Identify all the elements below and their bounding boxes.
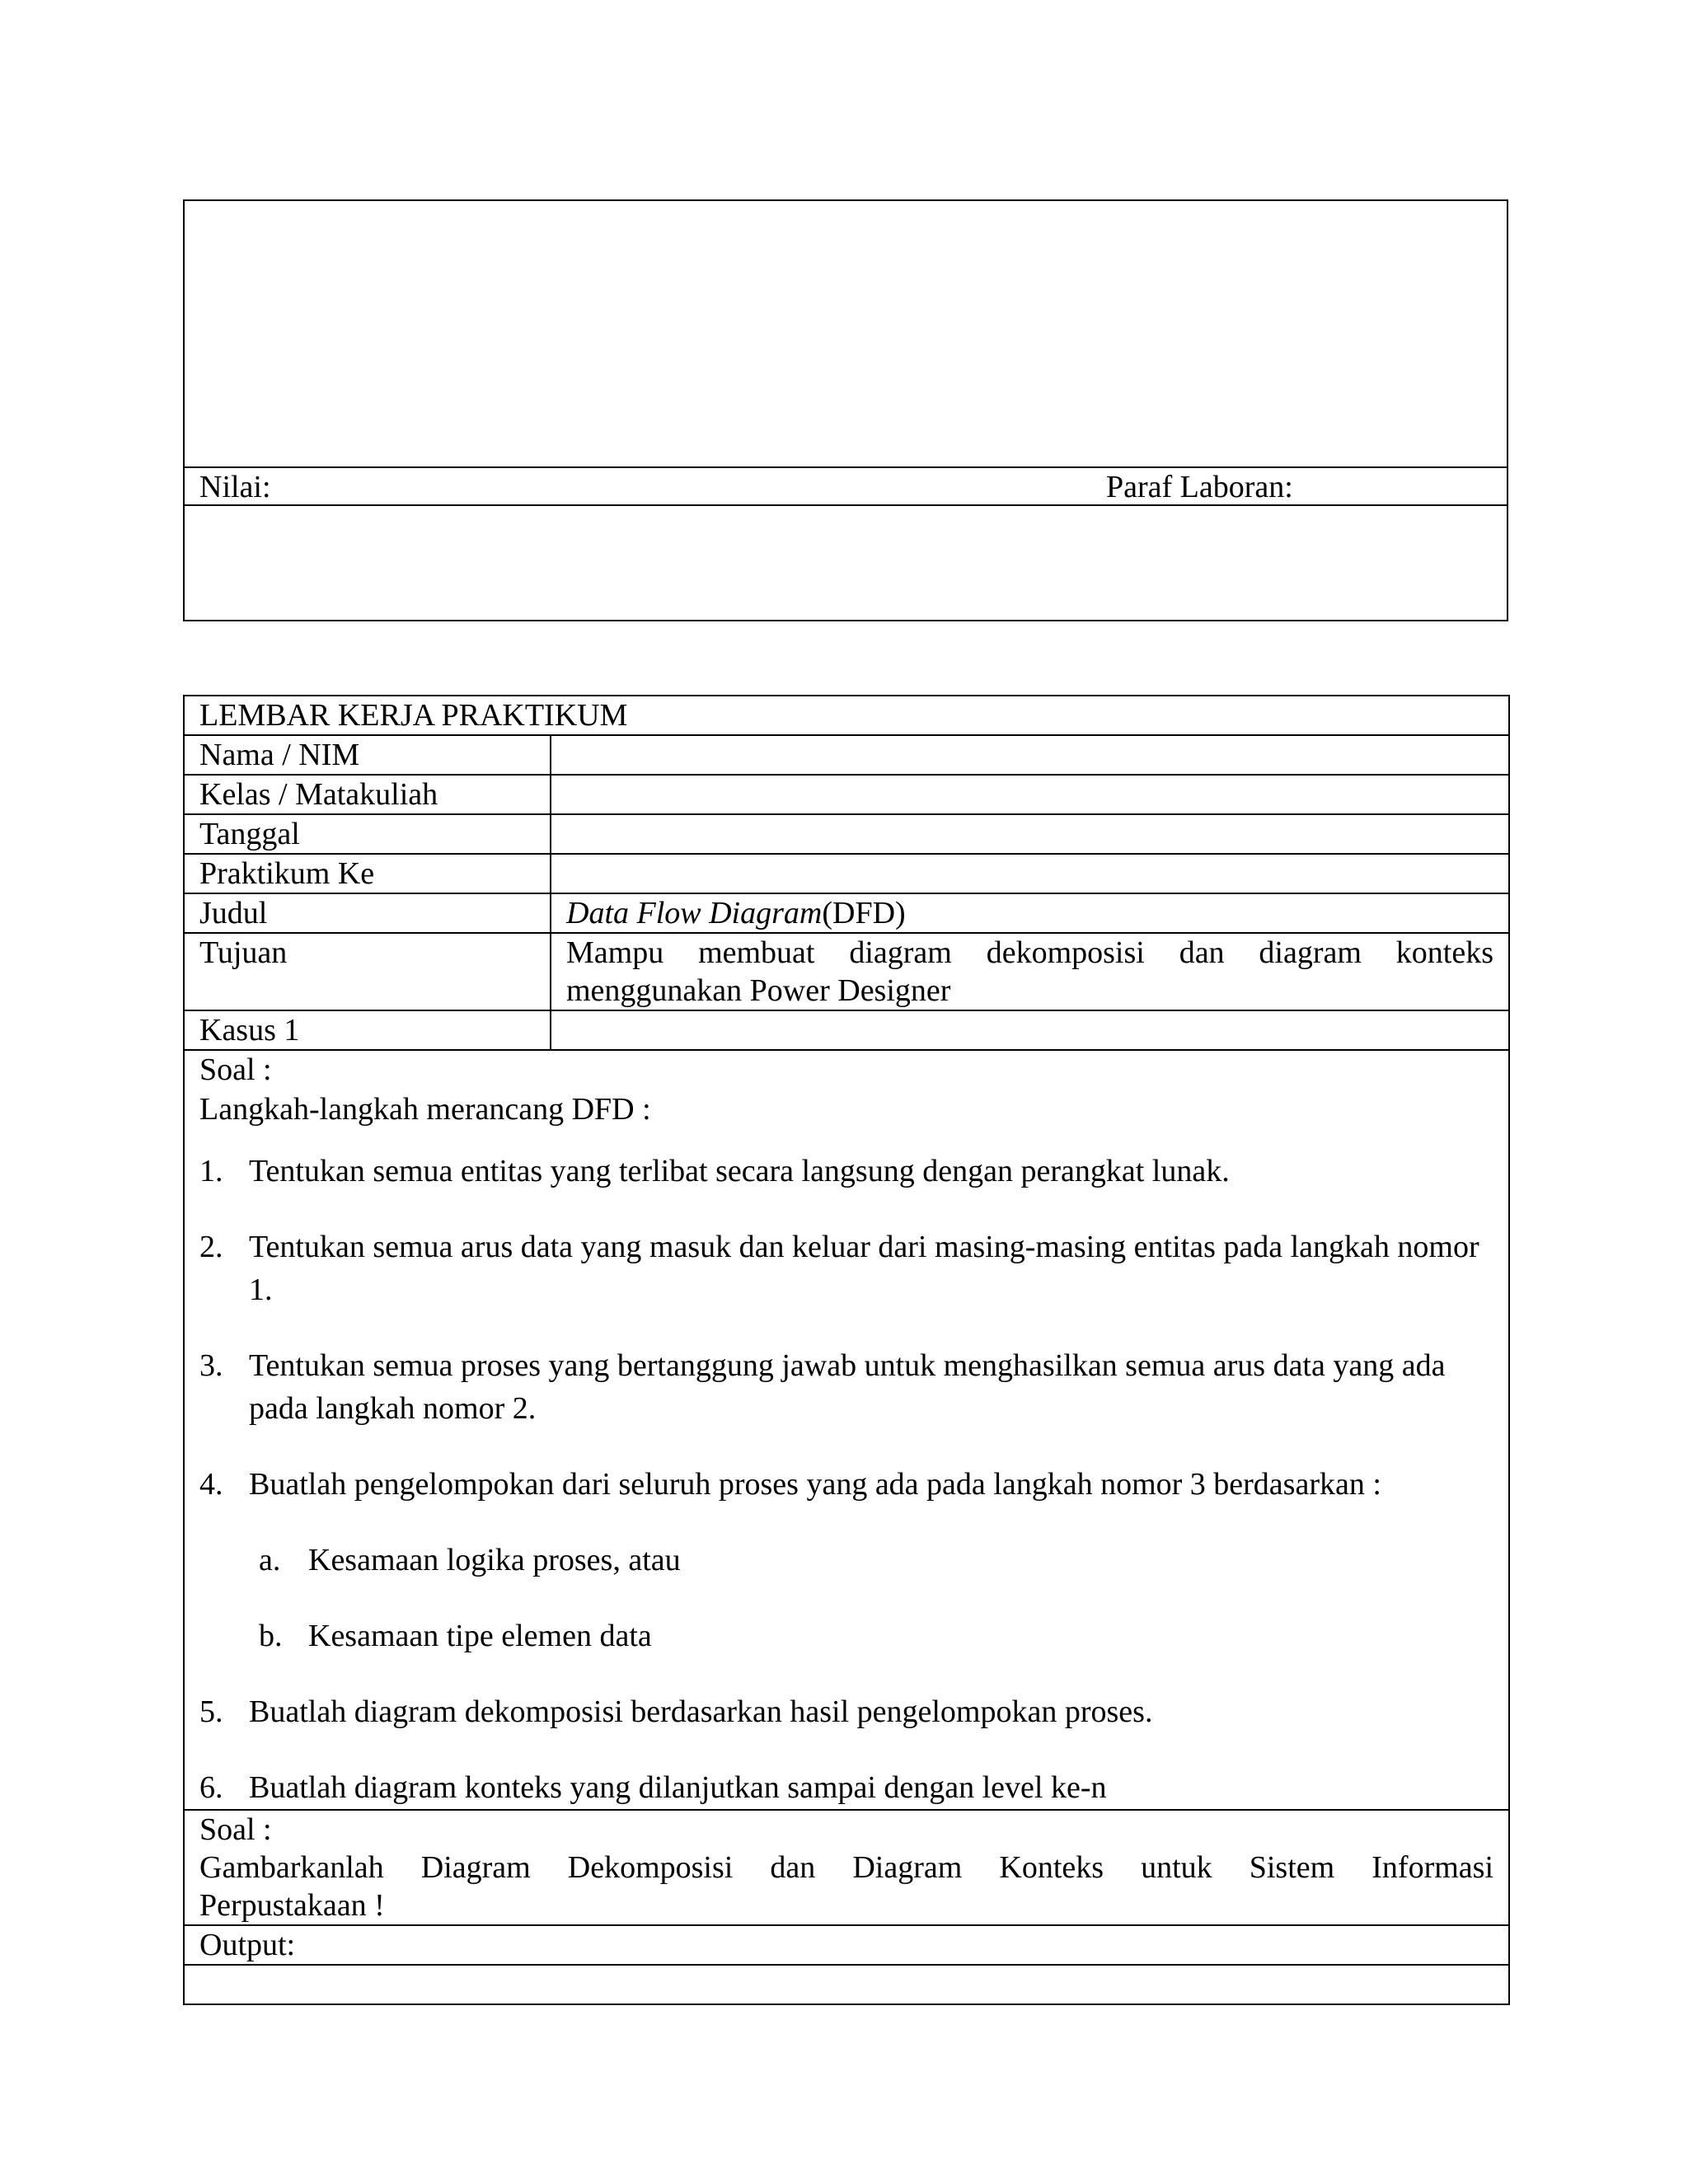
step-item [199,1344,1493,1430]
row-tujuan [184,933,1509,1010]
step-text: Buatlah diagram dekomposisi berdasarkan hasil pengelompokan proses. [249,1694,1153,1729]
step-number: 2. [199,1230,223,1264]
step-text: Buatlah diagram konteks yang dilanjutkan sampai dengan level ke-n [249,1770,1107,1805]
steps-list [199,1150,1493,1809]
step-number: 6. [199,1770,223,1805]
step-item [199,1463,1493,1506]
substep-letter: a. [259,1543,281,1577]
nilai-label: Nilai: [199,470,271,504]
step-number: 4. [199,1467,223,1502]
tujuan-label: Tujuan [184,933,551,1010]
row-output [184,1925,1509,1965]
step-text: Tentukan semua entitas yang terlibat secara langsung dengan perangkat lunak. [249,1154,1230,1188]
step-item [199,1766,1493,1809]
substep-item [259,1615,1493,1657]
row-praktikum-ke [184,854,1509,893]
step-item [199,1150,1493,1193]
step-number: 5. [199,1694,223,1729]
soal-label: Soal : [199,1812,272,1847]
step-item [199,1690,1493,1733]
row-output-area [184,1965,1509,2004]
output-label: Output: [184,1925,1509,1965]
grade-entry-area [184,505,1507,621]
row-tanggal [184,814,1509,854]
step-number: 3. [199,1348,223,1383]
row-label: Tanggal [184,814,551,854]
row-nama-nim [184,735,1509,775]
tujuan-line-2: menggunakan Power Designer [566,973,951,1008]
grading-box [183,199,1508,621]
paraf-laboran-label: Paraf Laboran: [1106,470,1293,504]
question-line-2: Perpustakaan ! [199,1888,385,1923]
soal-question-cell [184,1810,1509,1925]
row-label: Nama / NIM [184,735,551,775]
tujuan-value [551,933,1509,1010]
question-line-1: Gambarkanlah Diagram Dekomposisi dan Diagram Konteks untuk Sistem Informasi [199,1850,1494,1885]
step-text: Tentukan semua arus data yang masuk dan keluar dari masing-masing entitas pada langkah nomor 1. [249,1230,1479,1307]
substep-text: Kesamaan logika proses, atau [308,1543,681,1577]
row-value [551,854,1509,893]
judul-italic: Data Flow Diagram [566,896,823,930]
row-value [551,814,1509,854]
row-kelas-matakuliah [184,775,1509,814]
tujuan-line-1: Mampu membuat diagram dekomposisi dan diagram konteks [566,935,1494,970]
row-kasus [184,1010,1509,1050]
soal-label: Soal : [199,1052,272,1087]
grade-notes-area [184,200,1507,467]
row-label: Praktikum Ke [184,854,551,893]
substep-letter: b. [259,1619,283,1653]
steps-intro: Langkah-langkah merancang DFD : [199,1092,651,1127]
kasus-value [551,1010,1509,1050]
output-area [184,1965,1509,2004]
substep-text: Kesamaan tipe elemen data [308,1619,652,1653]
soal-steps-cell [184,1050,1509,1810]
row-value [551,775,1509,814]
row-soal-question [184,1810,1509,1925]
worksheet-title: LEMBAR KERJA PRAKTIKUM [184,696,1509,735]
row-judul [184,893,1509,933]
step-text: Tentukan semua proses yang bertanggung jawab untuk menghasilkan semua arus data yang ada pada langkah nomor 2. [249,1348,1446,1426]
kasus-label: Kasus 1 [184,1010,551,1050]
worksheet-table [183,695,1510,2005]
judul-value [551,893,1509,933]
substep-item [259,1539,1493,1582]
grade-label-row [184,467,1507,505]
step-item [199,1226,1493,1311]
judul-suffix: (DFD) [822,896,906,930]
step-text: Buatlah pengelompokan dari seluruh proses yang ada pada langkah nomor 3 berdasarkan : [249,1467,1381,1502]
row-soal-steps [184,1050,1509,1810]
row-label: Kelas / Matakuliah [184,775,551,814]
step-number: 1. [199,1154,223,1188]
row-value [551,735,1509,775]
judul-label: Judul [184,893,551,933]
